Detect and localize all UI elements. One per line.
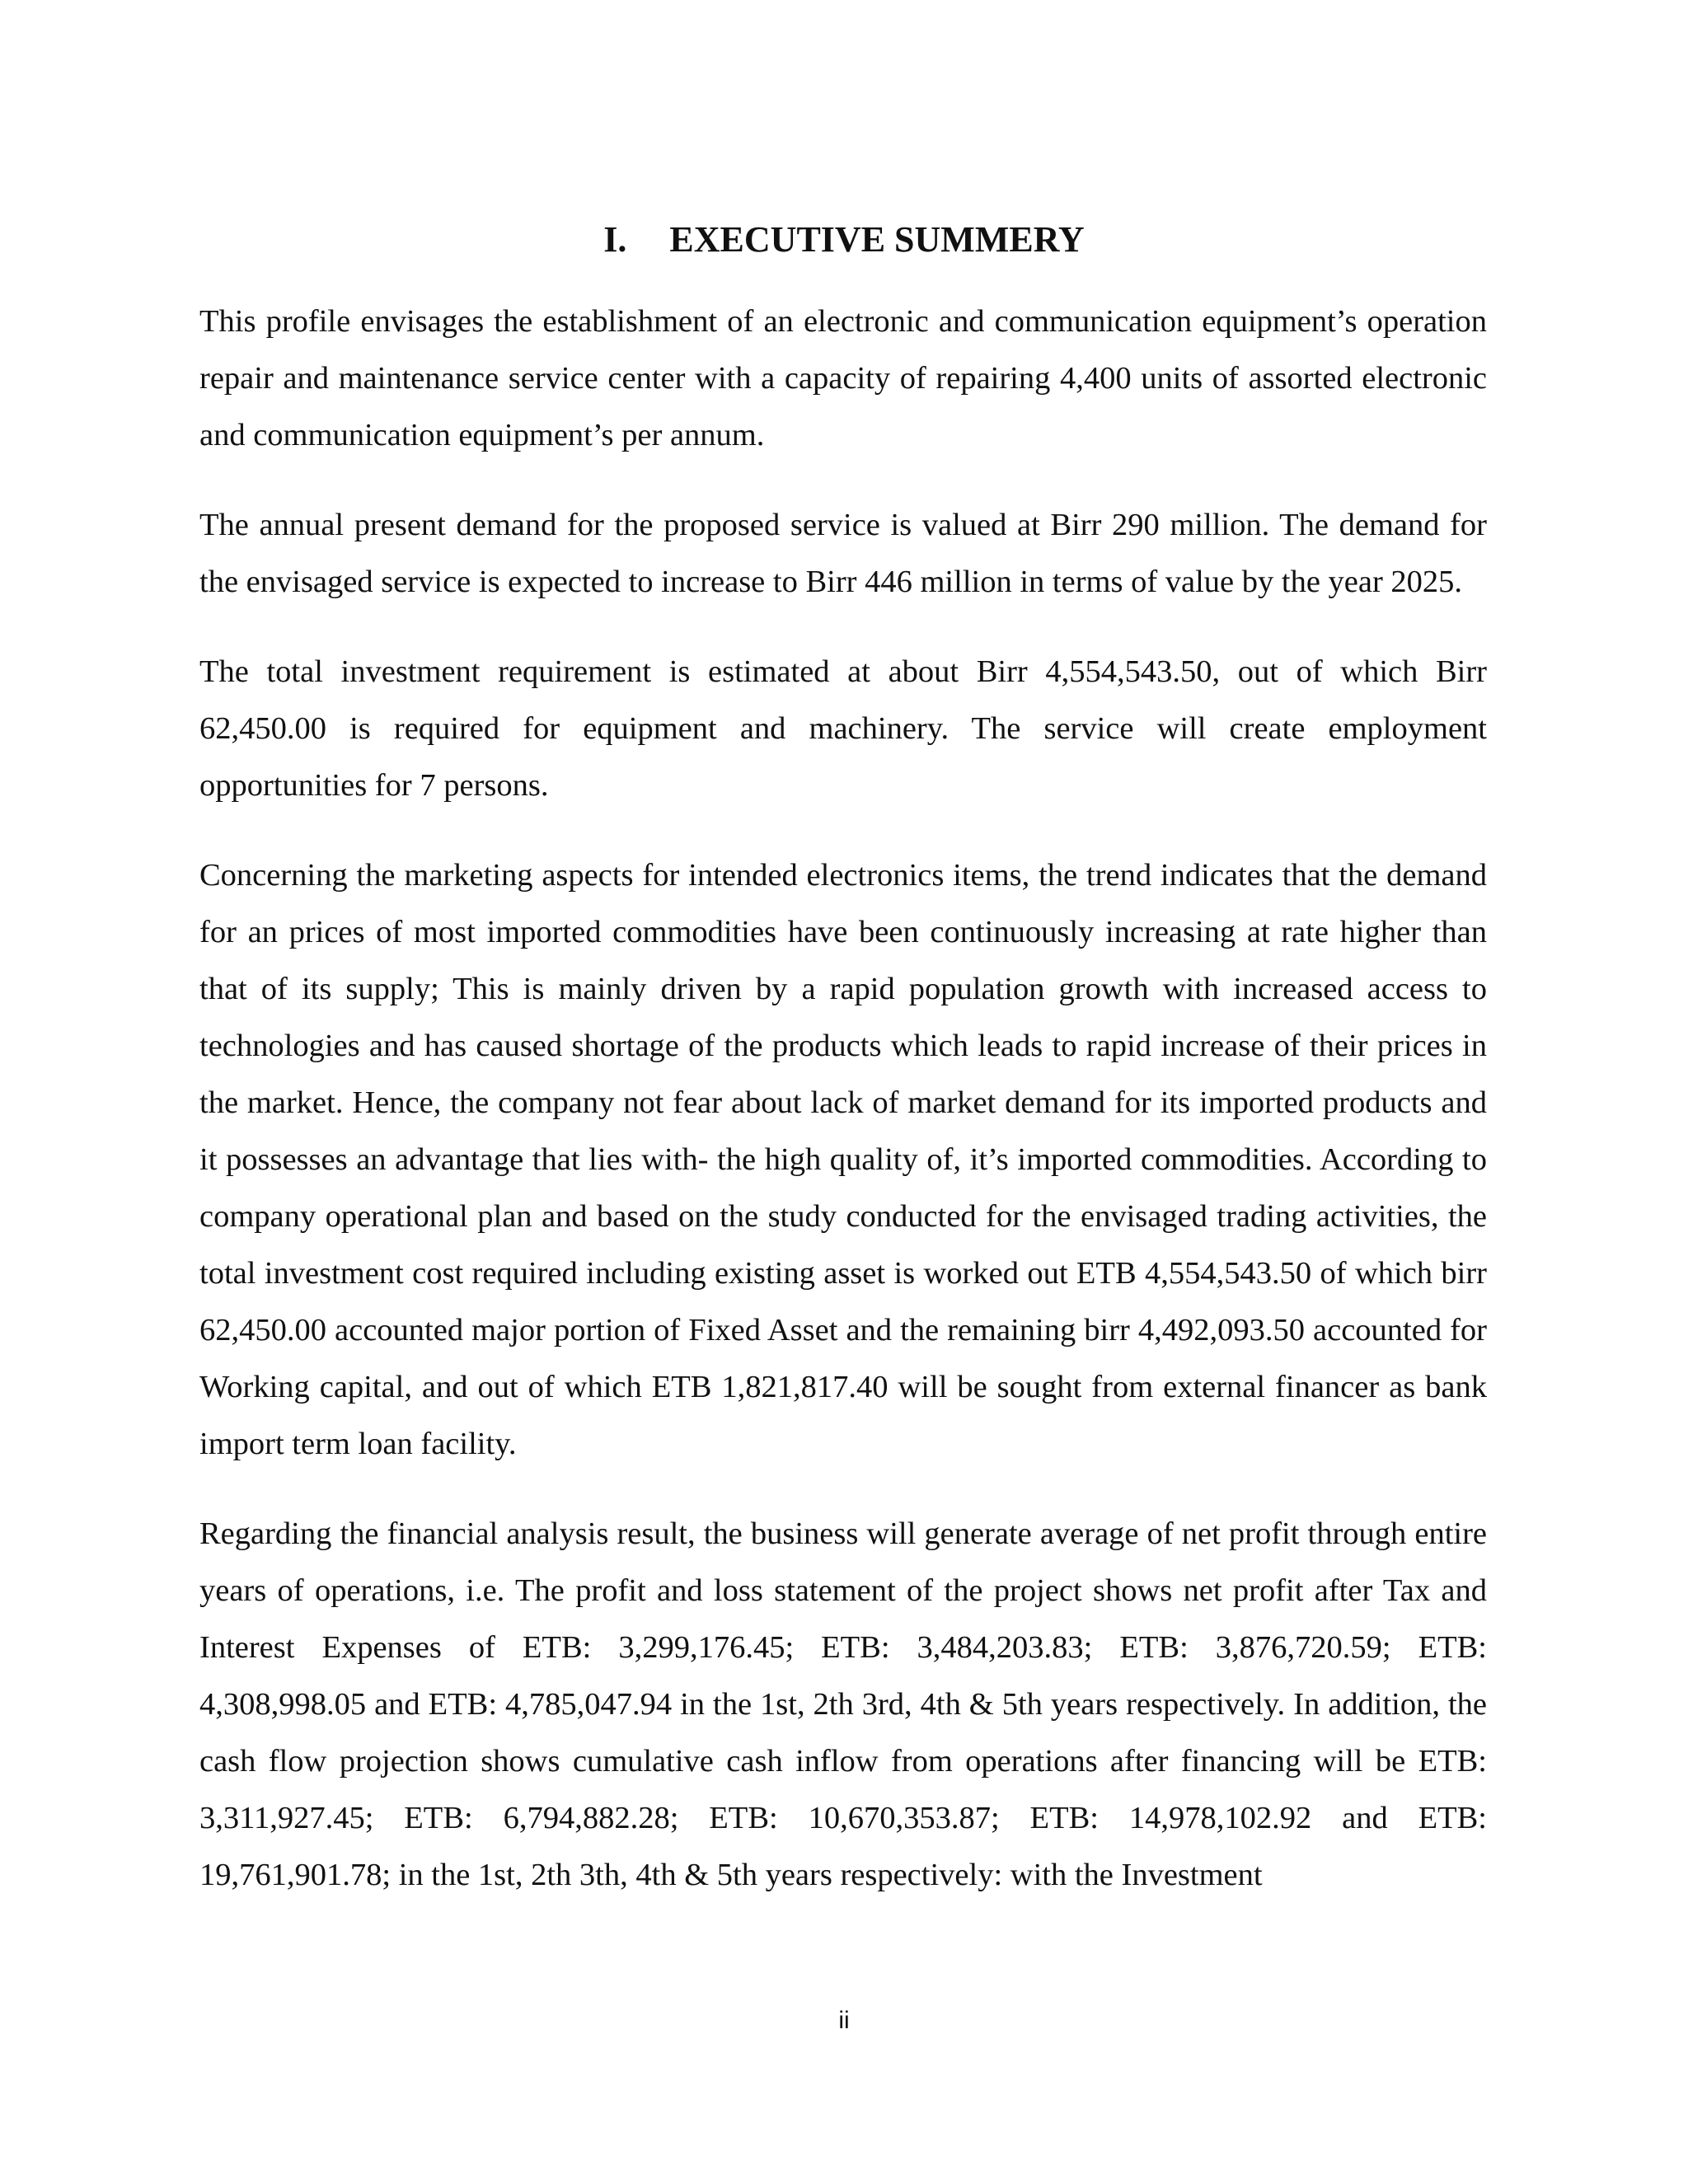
summary-body: [199, 293, 1487, 1937]
section-heading: [0, 215, 1688, 265]
section-title: EXECUTIVE SUMMERY: [669, 219, 1085, 260]
page-number: ii: [838, 2007, 850, 2034]
section-number: I.: [603, 219, 627, 260]
paragraph-financial: Regarding the financial analysis result, the business will generate average of net profit through entire years of operations, i.e. The profit and loss statement of the project shows net profit after Tax and Interest Expenses of ETB: 3,299,176.45; ETB: 3,484,203.83; ETB: 3,876,720.59; ETB: 4,308,998.05 and ETB: 4,785,047.94 in the 1st, 2th 3rd, 4th & 5th years respectively. In addition, the cash flow projection shows cumulative cash inflow from operations after financing will be ETB: 3,311,927.45; ETB: 6,794,882.28; ETB: 10,670,353.87; ETB: 14,978,102.92 and ETB: 19,761,901.78; in the 1st, 2th 3th, 4th & 5th years respectively: with the Investment: [199, 1516, 1487, 1892]
paragraph-investment: The total investment requirement is estimated at about Birr 4,554,543.50, out of which Birr 62,450.00 is required for equipment and machinery. The service will create employment opportunities for 7 persons.: [199, 654, 1487, 803]
paragraph-demand: The annual present demand for the proposed service is valued at Birr 290 million. The demand for the envisaged service is expected to increase to Birr 446 million in terms of value by the year 2025.: [199, 508, 1487, 599]
paragraph-scope: This profile envisages the establishment of an electronic and communication equipment’s operation repair and maintenance service center with a capacity of repairing 4,400 units of assorted electronic and communication equipment’s per annum.: [199, 304, 1487, 452]
paragraph-marketing: Concerning the marketing aspects for intended electronics items, the trend indicates that the demand for an prices of most imported commodities have been continuously increasing at rate higher than that of its supply; This is mainly driven by a rapid population growth with increased access to technologies and has caused shortage of the products which leads to rapid increase of their prices in the market. Hence, the company not fear about lack of market demand for its imported products and it possesses an advantage that lies with- the high quality of, it’s imported commodities. According to company operational plan and based on the study conducted for the envisaged trading activities, the total investment cost required including existing asset is worked out ETB 4,554,543.50 of which birr 62,450.00 accounted major portion of Fixed Asset and the remaining birr 4,492,093.50 accounted for Working capital, and out of which ETB 1,821,817.40 will be sought from external financer as bank import term loan facility.: [199, 858, 1487, 1461]
